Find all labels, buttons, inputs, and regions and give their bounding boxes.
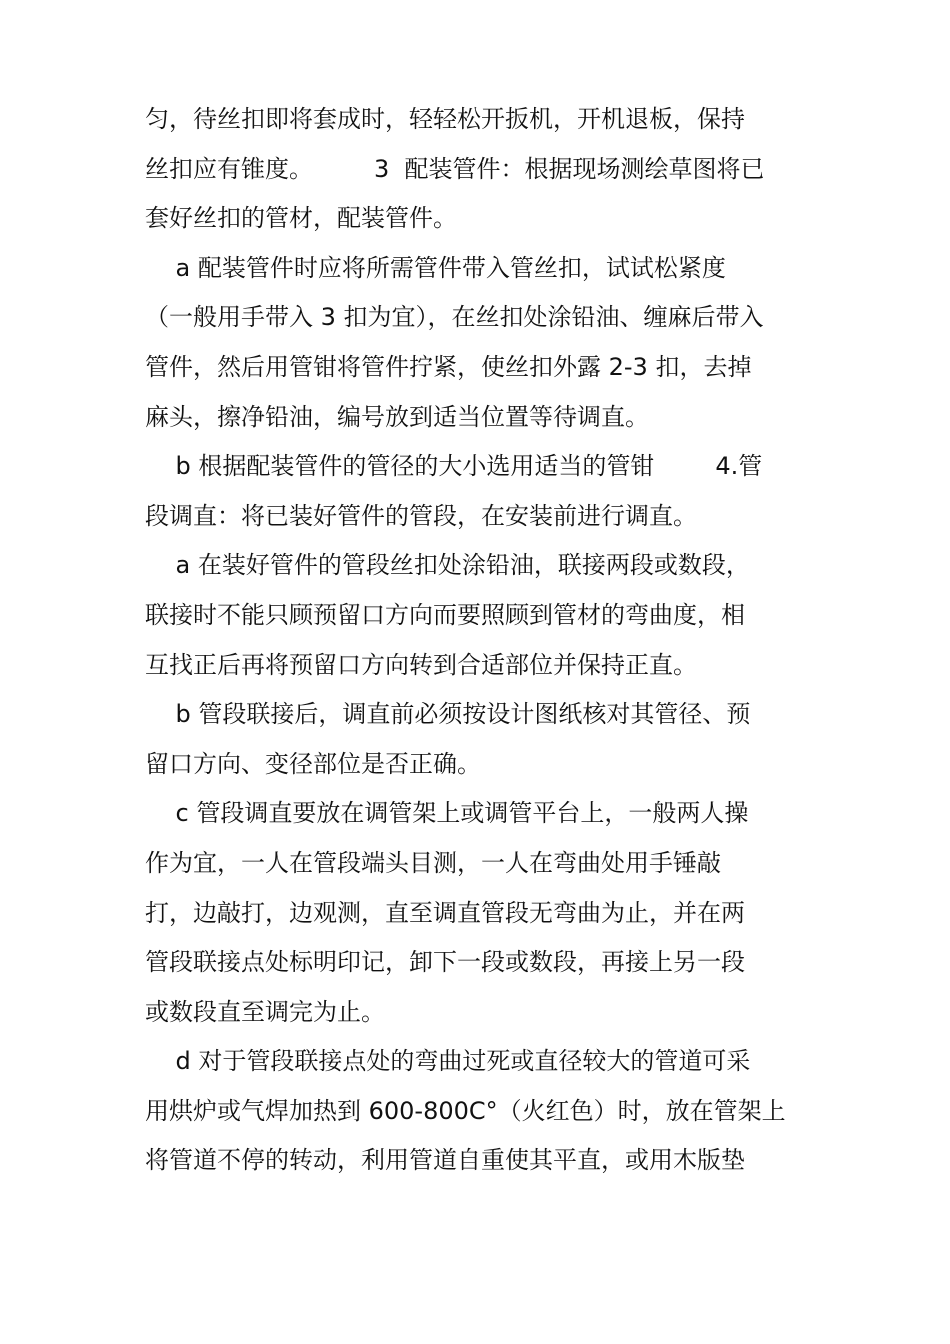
text-line: a 在装好管件的管段丝扣处涂铅油，联接两段或数段，	[145, 551, 750, 580]
text-line: 用烘炉或气焊加热到 600-800C°（火红色）时，放在管架上	[145, 1096, 786, 1125]
text-line: c 管段调直要放在调管架上或调管平台上，一般两人操	[145, 799, 749, 828]
text-line: 麻头，擦净铅油，编号放到适当位置等待调直。	[145, 402, 649, 431]
text-line: 匀，待丝扣即将套成时，轻轻松开扳机，开机退板，保持	[145, 105, 745, 133]
text-line: 套好丝扣的管材，配装管件。	[145, 204, 457, 233]
text-line: 留口方向、变径部位是否正确。	[145, 749, 481, 778]
text-line: 丝扣应有锥度。 3 配装管件：根据现场测绘草图将已	[145, 154, 765, 183]
body-text	[145, 95, 815, 1186]
text-line: 将管道不停的转动，利用管道自重使其平直，或用木版垫	[145, 1146, 745, 1175]
text-line: （一般用手带入 3 扣为宜），在丝扣处涂铅油、缠麻后带入	[145, 303, 764, 332]
text-line: 管件，然后用管钳将管件拧紧，使丝扣外露 2-3 扣，去掉	[145, 352, 752, 381]
text-line: b 根据配装管件的管径的大小选用适当的管钳 4.管	[145, 452, 763, 481]
text-line: 联接时不能只顾预留口方向而要照顾到管材的弯曲度，相	[145, 600, 745, 629]
text-line: 打，边敲打，边观测，直至调直管段无弯曲为止，并在两	[145, 898, 745, 927]
text-line: 互找正后再将预留口方向转到合适部位并保持正直。	[145, 650, 697, 679]
text-line: d 对于管段联接点处的弯曲过死或直径较大的管道可采	[145, 1047, 751, 1076]
text-line: b 管段联接后，调直前必须按设计图纸核对其管径、预	[145, 700, 751, 729]
text-line: 段调直：将已装好管件的管段，在安装前进行调直。	[145, 501, 697, 530]
text-line: 作为宜，一人在管段端头目测，一人在弯曲处用手锤敲	[145, 848, 721, 877]
text-line: 或数段直至调完为止。	[145, 997, 385, 1026]
text-line: 管段联接点处标明印记，卸下一段或数段，再接上另一段	[145, 948, 745, 977]
text-line: a 配装管件时应将所需管件带入管丝扣，试试松紧度	[145, 253, 726, 282]
